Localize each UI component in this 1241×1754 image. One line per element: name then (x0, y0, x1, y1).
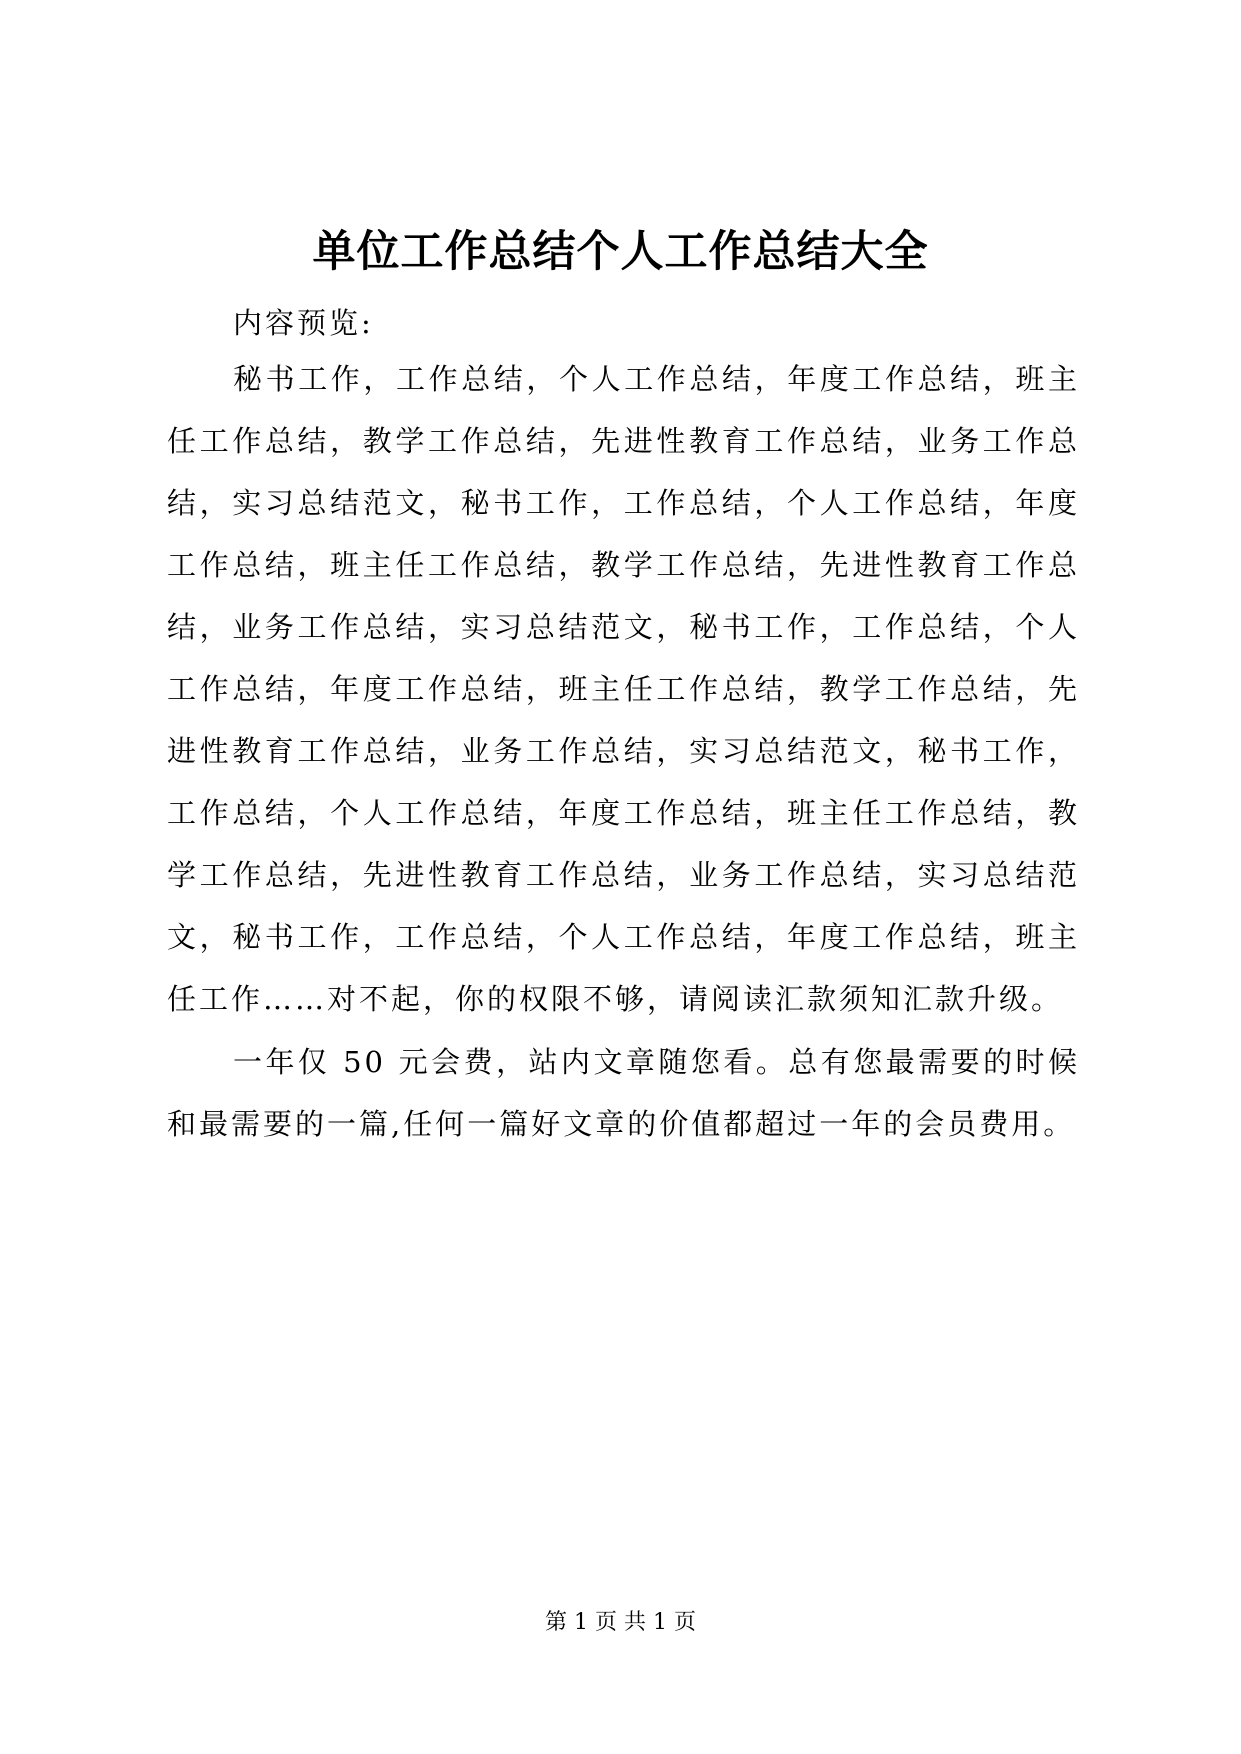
summary-paragraph: 秘书工作，工作总结，个人工作总结，年度工作总结，班主任工作总结，教学工作总结，先进性教育工作总结，业务工作总结，实习总结范文，秘书工作，工作总结，个人工作总结，年度工作总结，班主任工作总结，教学工作总结，先进性教育工作总结，业务工作总结，实习总结范文，秘书工作，工作总结，个人工作总结，年度工作总结，班主任工作总结，教学工作总结，先进性教育工作总结，业务工作总结，实习总结范文，秘书工作，工作总结，个人工作总结，年度工作总结，班主任工作总结，教学工作总结，先进性教育工作总结，业务工作总结，实习总结范文，秘书工作，工作总结，个人工作总结，年度工作总结，班主任工作……对不起，你的权限不够，请阅读汇款须知汇款升级。 (167, 362, 1080, 1016)
page-number-footer: 第 1 页 共 1 页 (545, 1610, 696, 1635)
membership-promo-paragraph: 一年仅 50 元会费，站内文章随您看。总有您最需要的时候和最需要的一篇,任何一篇好文章的价值都超过一年的会员费用。 (167, 1045, 1080, 1141)
document-title: 单位工作总结个人工作总结大全 (312, 227, 929, 277)
preview-label: 内容预览: (233, 306, 374, 340)
